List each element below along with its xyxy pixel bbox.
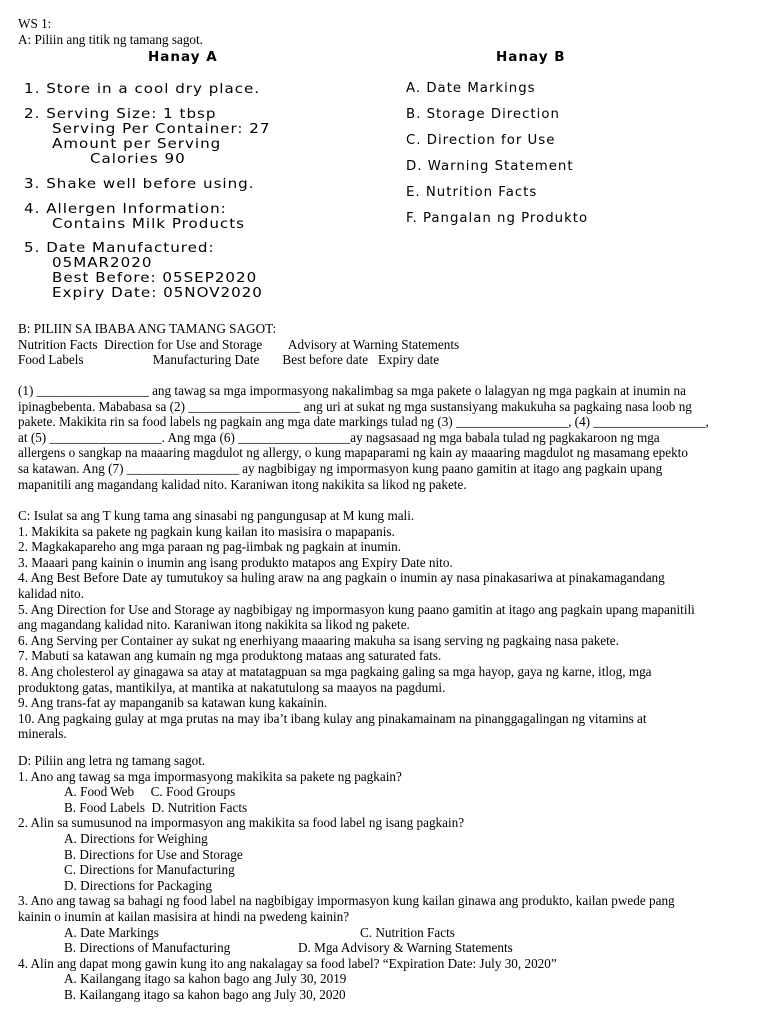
question-3-option-b: B. Directions of Manufacturing <box>64 940 231 956</box>
paragraph-line: (1) _________________ ang tawag sa mga impormasyong nakalimbag sa mga pakete o lalagyan ng mga pagkain at inumin na <box>18 383 687 398</box>
part-b-choices-line-1: Nutrition Facts Direction for Use and Storage Advisory at Warning Statements <box>18 337 460 352</box>
question-3-options-row-2 <box>18 940 748 956</box>
part-c-item: 3. Maaari pang kainin o inumin ang isang produkto matapos ang Expiry Date nito. <box>18 554 453 570</box>
part-c-instruction: C: Isulat sa ang T kung tama ang sinasabi ng pangungusap at M kung mali. <box>18 508 415 523</box>
part-c-item: 8. Ang cholesterol ay ginagawa sa atay at matatagpuan sa mga pagkaing galing sa mga hayop, gaya ng karne, itlog, mga <box>18 663 652 679</box>
question-3: 3. Ano ang tawag sa bahagi ng food label na nagbibigay impormasyon kung kailan ginawa ang produkto, kailan pwede pang <box>18 893 675 909</box>
question-1-options-b-d: B. Food Labels D. Nutrition Facts <box>64 799 248 815</box>
part-c-item: kalidad nito. <box>18 585 84 601</box>
part-c-item: ang magandang kalidad nito. Karaniwan itong nakikita sa likod ng pakete. <box>18 617 410 633</box>
hanay-a-item-4: 4. Allergen Information: <box>24 201 227 217</box>
question-1-options-a-c: A. Food Web C. Food Groups <box>64 784 236 800</box>
hanay-a-item-1: 1. Store in a cool dry place. <box>24 81 261 97</box>
question-4: 4. Alin ang dapat mong gawin kung ito ang nakalagay sa food label? “Expiration Date: July 30, 2020” <box>18 955 557 971</box>
part-c-item: minerals. <box>18 726 67 742</box>
question-2-option: B. Directions for Use and Storage <box>64 846 243 862</box>
hanay-b-item-b: B. Storage Direction <box>406 107 560 122</box>
part-c-item: 9. Ang trans-fat ay mapanganib sa katawan kung kakainin. <box>18 695 328 711</box>
question-2-option: A. Directions for Weighing <box>64 830 208 846</box>
question-4-option-a: A. Kailangang itago sa kahon bago ang July 30, 2019 <box>64 971 347 987</box>
part-c-item: 5. Ang Direction for Use and Storage ay nagbibigay ng impormasyon kung paano gamitin at itago ang pagkain upang mapanitili <box>18 601 695 617</box>
hanay-a-item-2-line-2: Serving Per Container: 27 <box>52 121 271 137</box>
hanay-b-item-a: A. Date Markings <box>406 81 536 96</box>
hanay-a-item-2-line-3: Amount per Serving <box>52 136 222 152</box>
question-2-option: D. Directions for Packaging <box>64 877 212 893</box>
part-d-block <box>18 753 748 1003</box>
hanay-a-heading: Hanay A <box>148 49 218 65</box>
part-b-instruction: B: PILIIN SA IBABA ANG TAMANG SAGOT: <box>18 321 277 336</box>
worksheet-title: WS 1: <box>18 16 52 31</box>
question-3-option-d: D. Mga Advisory & Warning Statements <box>298 940 513 956</box>
question-3-line-2: kainin o inumin at kailan masisira at hindi na pwedeng kainin? <box>18 908 350 924</box>
part-b-choices-line-2: Food Labels Manufacturing Date Best before date Expiry date <box>18 352 440 367</box>
part-c-item: 7. Mabuti sa katawan ang kumain ng mga produktong mataas ang saturated fats. <box>18 648 442 664</box>
paragraph-line: at (5) _________________. Ang mga (6) _________________ay nagsasaad ng mga babala tulad ng pagkakaroon ng mga <box>18 429 660 445</box>
question-1: 1. Ano ang tawag sa mga impormasyong makikita sa pakete ng pagkain? <box>18 768 402 784</box>
hanay-a-item-5-line-2: 05MAR2020 <box>52 255 153 271</box>
hanay-a-item-2: 2. Serving Size: 1 tbsp <box>24 106 217 122</box>
part-c-item: 6. Ang Serving per Container ay sukat ng enerhiyang maaaring makuha sa isang serving ng pagkaing nasa pakete. <box>18 632 619 648</box>
question-4-option-b: B. Kailangang itago sa kahon bago ang July 30, 2020 <box>64 986 346 1002</box>
paragraph-line: allergens o sangkap na maaaring magdulot ng allergy, o kung mapaparami ng kain ay maaaring magdulot ng masamang epekto <box>18 445 688 461</box>
hanay-b-item-d: D. Warning Statement <box>406 159 574 174</box>
hanay-a-item-4-line-2: Contains Milk Products <box>52 216 245 232</box>
paragraph-line: mapanitili ang magandang kalidad nito. Karaniwan itong nakikita sa likod ng pakete. <box>18 476 467 492</box>
question-3-options-row-1 <box>18 925 748 941</box>
question-3-option-c: C. Nutrition Facts <box>360 924 455 940</box>
hanay-a-item-3: 3. Shake well before using. <box>24 176 255 192</box>
hanay-a-item-5: 5. Date Manufactured: <box>24 240 215 256</box>
hanay-b-item-f: F. Pangalan ng Produkto <box>406 211 589 226</box>
hanay-b-item-e: E. Nutrition Facts <box>406 185 538 200</box>
part-b-paragraph <box>18 383 748 492</box>
paragraph-line: ipinagbebenta. Mababasa sa (2) _________________ ang uri at sukat ng mga sustansiyang makukuha sa pagkaing nasa loob ng <box>18 398 692 414</box>
question-2-option: C. Directions for Manufacturing <box>64 862 235 878</box>
paragraph-line: pakete. Makikita rin sa food labels ng pagkain ang mga date markings tulad ng (3) _________________, (4) _________________, <box>18 414 709 430</box>
part-c-block <box>18 508 748 742</box>
question-2: 2. Alin sa sumusunod na impormasyon ang makikita sa food label ng isang pagkain? <box>18 815 465 831</box>
part-c-item: 10. Ang pagkaing gulay at mga prutas na may iba’t ibang kulay ang pinakamainam na pinanggagalingan ng vitamins at <box>18 710 647 726</box>
part-d-instruction: D: Piliin ang letra ng tamang sagot. <box>18 753 206 768</box>
part-a-instruction: A: Piliin ang titik ng tamang sagot. <box>18 32 203 47</box>
hanay-a-item-5-line-4: Expiry Date: 05NOV2020 <box>52 285 263 301</box>
part-c-item: 1. Makikita sa pakete ng pagkain kung kailan ito masisira o mapapanis. <box>18 523 395 539</box>
part-c-item: 2. Magkakapareho ang mga paraan ng pag-iimbak ng pagkain at inumin. <box>18 539 402 555</box>
part-c-item: produktong gatas, mantikilya, at mantika at nakatutulong sa maayos na pagdumi. <box>18 679 446 695</box>
part-c-item: 4. Ang Best Before Date ay tumutukoy sa huling araw na ang pagkain o inumin ay nasa pinakasariwa at pinakamagandang <box>18 570 665 586</box>
hanay-a-item-5-line-3: Best Before: 05SEP2020 <box>52 270 258 286</box>
paragraph-line: sa katawan. Ang (7) _________________ ay nagbibigay ng impormasyon kung paano gamitin at itago ang pagkain upang <box>18 460 663 476</box>
question-3-option-a: A. Date Markings <box>64 924 159 940</box>
hanay-b-heading: Hanay B <box>496 49 566 65</box>
hanay-b-item-c: C. Direction for Use <box>406 133 556 148</box>
hanay-a-item-2-line-4: Calories 90 <box>90 151 186 167</box>
